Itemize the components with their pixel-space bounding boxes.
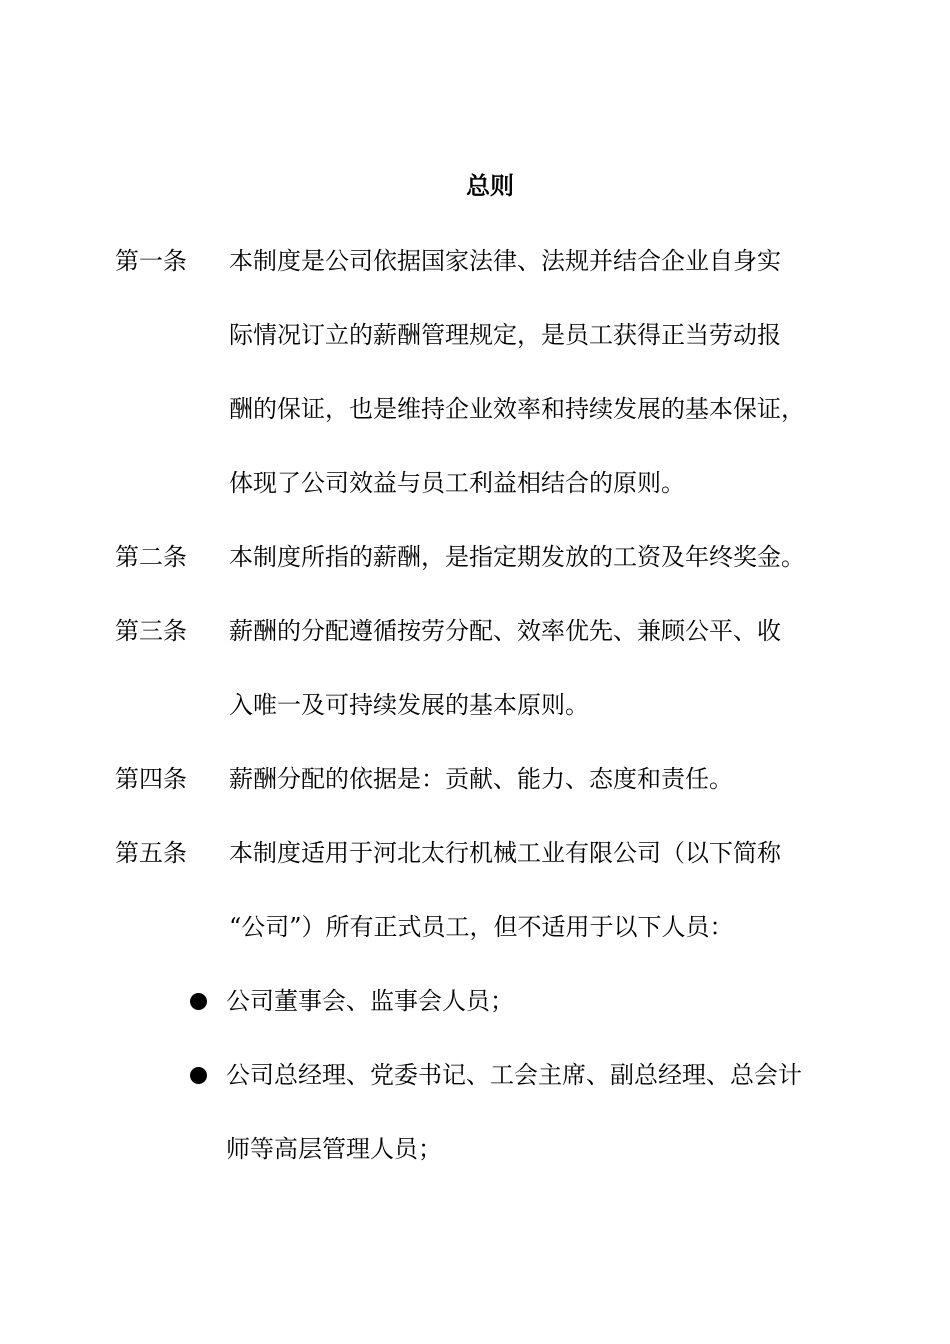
article-label: 第三条 [115,617,187,645]
article-body [229,520,850,594]
article-body [229,594,850,742]
article-4 [115,742,850,816]
article-line: 入唯一及可持续发展的基本原则。 [229,691,589,719]
article-label: 第五条 [115,839,187,867]
article-line: 酬的保证，也是维持企业效率和持续发展的基本保证， [229,395,805,423]
article-2 [115,520,850,594]
article-line: 薪酬分配的依据是：贡献、能力、态度和责任。 [229,765,733,793]
article-3 [115,594,850,742]
bullet-dot-icon [190,1067,207,1084]
list-item-body [226,964,850,1038]
article-line: 体现了公司效益与员工利益相结合的原则。 [229,469,685,497]
article-body [229,816,850,964]
article-body [229,742,850,816]
article-line: “公司”）所有正式员工，但不适用于以下人员： [229,913,734,941]
article-body [229,224,850,520]
page-title: 总则 [466,172,514,200]
list-item-body [226,1038,850,1186]
article-label: 第二条 [115,543,187,571]
list-item-line: 公司董事会、监事会人员； [226,987,514,1015]
article-label: 第一条 [115,247,187,275]
article-line: 本制度是公司依据国家法律、法规并结合企业自身实 [229,247,781,275]
list-item [190,964,850,1038]
article-line: 本制度适用于河北太行机械工业有限公司（以下简称 [229,839,781,867]
article-1 [115,224,850,520]
article-line: 薪酬的分配遵循按劳分配、效率优先、兼顾公平、收 [229,617,781,645]
article-5 [115,816,850,964]
list-item-line: 师等高层管理人员； [226,1135,442,1163]
bullet-dot-icon [190,993,207,1010]
list-item [190,1038,850,1186]
article-label: 第四条 [115,765,187,793]
list-item-line: 公司总经理、党委书记、工会主席、副总经理、总会计 [226,1061,802,1089]
article-line: 际情况订立的薪酬管理规定，是员工获得正当劳动报 [229,321,781,349]
article-line: 本制度所指的薪酬，是指定期发放的工资及年终奖金。 [229,543,805,571]
